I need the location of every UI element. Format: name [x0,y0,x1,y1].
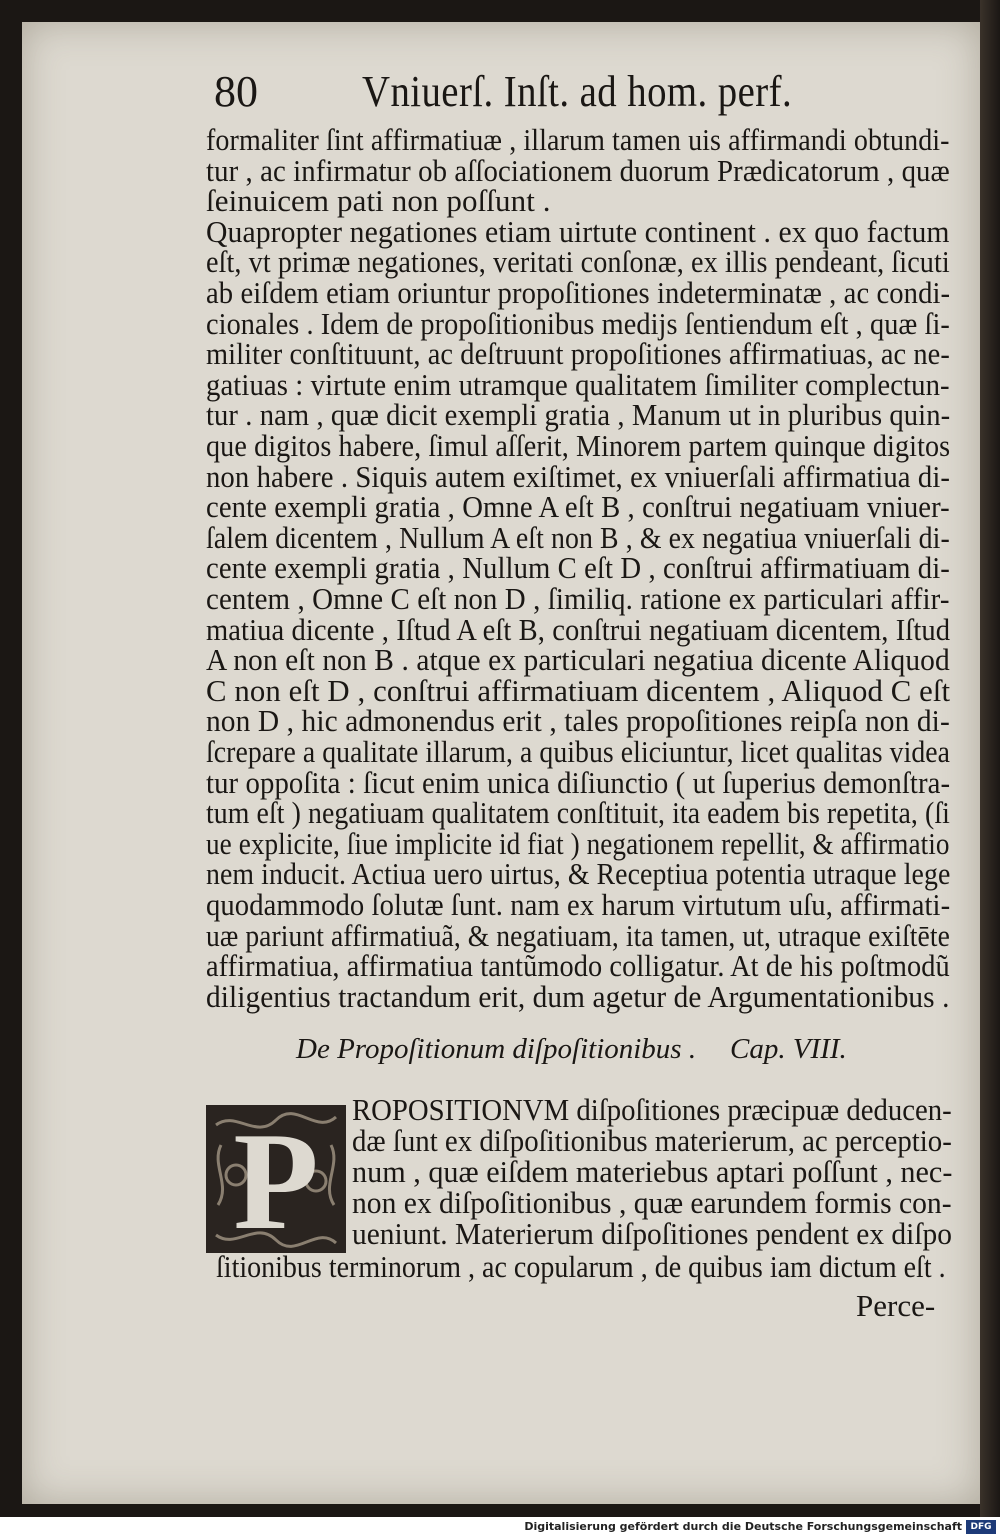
drop-line: num , quæ eiſdem materiebus aptari poſſunt , nec- [352,1154,953,1189]
footer-bar [0,1517,1000,1538]
body-line: que digitos habere, ſimul aſſerit, Minorem partem quinque digitos [206,428,951,463]
body-line: non D , hic admonendus erit , tales propoſitiones reipſa non di- [206,703,950,739]
body-line: non habere . Siquis autem exiſtimet, ex vniuerſali affirmatiua di- [206,458,951,494]
running-title: Vniuerſ. Inſt. ad hom. perf. [362,67,793,116]
initial-letter: P [233,1105,319,1253]
paragraph-tail-line: ſitionibus terminorum , ac copularum , de quibus iam dictum eſt . [216,1249,946,1284]
body-line: C non eſt D , conſtrui affirmatiuam dicentem , Aliquod C eſt [206,672,951,708]
body-line: ſeinuicem pati non poſſunt . [206,183,551,219]
body-line: eſt, vt primæ negationes, veritati conſonæ, ex illis pendeant, ſicuti [206,244,950,280]
drop-line: ueniunt. Materierum diſpoſitiones pendent ex diſpo [352,1216,952,1251]
drop-line: dæ ſunt ex diſpoſitionibus materierum, ac perceptio- [352,1123,952,1158]
decorated-initial [206,1105,346,1253]
body-line: A non eſt non B . atque ex particulari negatiua dicente Aliquod [206,642,950,678]
drop-line: non ex diſpoſitionibus , quæ earundem formis con- [352,1185,952,1220]
body-line: tum eſt ) negatiuam qualitatem conſtituit, ita eadem bis repetita, (ſi [206,795,950,831]
body-line: tur oppoſita : ſicut enim unica diſiunctio ( ut ſuperius demonſtra- [206,764,951,800]
body-line: cionales . Idem de propoſitionibus medijs ſentiendum eſt , quæ ſi- [206,305,950,341]
body-line: Quapropter negationes etiam uirtute continent . ex quo factum [206,213,950,249]
body-line: nem inducit. Actiua uero uirtus, & Receptiua potentia utraque lege [206,856,951,892]
section-heading: De Propoſitionum diſpoſitionibus . [296,1033,697,1065]
body-line: diligentius tractandum erit, dum agetur de Argumentationibus . [206,978,950,1014]
body-line: quodammodo ſolutæ ſunt. nam ex harum virtutum uſu, affirmati- [206,887,951,922]
body-line: tur . nam , quæ dicit exempli gratia , Manum ut in pluribus quin- [206,397,951,433]
drop-line: ROPOSITIONVM diſpoſitiones præcipuæ deducen- [352,1092,952,1127]
body-line: gatiuas : virtute enim utramque qualitatem ſimiliter complectun- [206,366,950,402]
body-line: ab eiſdem etiam oriuntur propoſitiones indeterminatæ , ac condi- [206,275,951,310]
page-edge [980,0,1000,1517]
dfg-logo: DFG [966,1520,996,1534]
body-line: cente exempli gratia , Nullum C eſt D , conſtrui affirmatiuam di- [206,550,950,586]
body-line: tur , ac infirmatur ob aſſociationem duorum Prædicatorum , quæ [206,152,950,188]
chapter-label: Cap. VIII. [730,1033,847,1065]
body-line: cente exempli gratia , Omne A eſt B , conſtrui negatiuam vniuer- [206,489,950,525]
body-line: ſcrepare a qualitate illarum, a quibus eliciuntur, licet qualitas videa [206,734,951,769]
page-number: 80 [214,67,258,116]
catchword: Perce- [856,1288,936,1323]
body-line: formaliter ſint affirmatiuæ , illarum tamen uis affirmandi obtundi- [206,122,950,157]
body-line: matiua dicente , Iſtud A eſt B, conſtrui negatiuam dicentem, Iſtud [206,611,951,647]
body-line: ue explicite, ſiue implicite id fiat ) negationem repellit, & affirmatio [206,825,950,861]
body-line: ſalem dicentem , Nullum A eſt non B , & ex negatiua vniuerſali di- [206,519,950,555]
footer-credit: Digitalisierung gefördert durch die Deutsche Forschungsgemeinschaft [524,1520,962,1533]
body-line: affirmatiua, affirmatiua tantũmodo colligatur. At de his poſtmodũ [206,948,950,984]
body-line: militer conſtituunt, ac deſtruunt propoſitiones affirmatiuas, ac ne- [206,336,950,372]
body-line: uæ pariunt affirmatiuã, & negatiuam, ita tamen, ut, utraque exiſtēte [206,917,950,953]
body-line: centem , Omne C eſt non D , ſimiliq. ratione ex particulari affir- [206,581,950,616]
